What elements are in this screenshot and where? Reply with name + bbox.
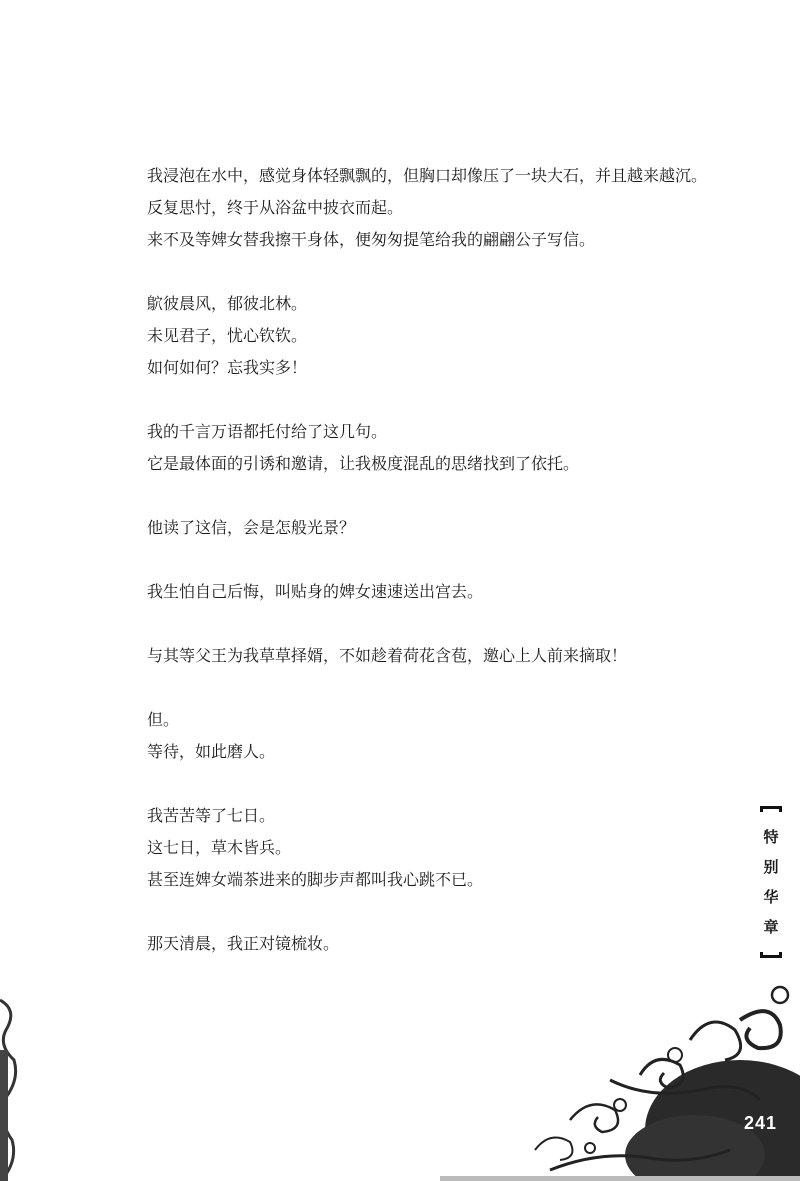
left-edge-ornament-icon (0, 990, 22, 1181)
paragraph-13: 甚至连婢女端茶进来的脚步声都叫我心跳不已。 (147, 870, 484, 889)
section-char: 章 (763, 918, 779, 936)
paragraph-5: 它是最体面的引诱和邀请，让我极度混乱的思绪找到了依托。 (147, 454, 580, 473)
floral-swirl-ornament-icon (440, 980, 800, 1181)
bracket-top-icon (760, 806, 782, 812)
paragraph-10: 等待，如此磨人。 (147, 742, 276, 761)
section-char: 华 (763, 888, 779, 906)
paragraph-6: 他读了这信，会是怎般光景？ (147, 518, 356, 537)
poem-line-3: 如何如何？忘我实多！ (147, 358, 308, 377)
section-title (763, 822, 778, 942)
paragraph-7: 我生怕自己后悔，叫贴身的婢女速速送出宫去。 (147, 582, 484, 601)
paragraph-8: 与其等父王为我草草择婿，不如趁着荷花含苞，邀心上人前来摘取！ (147, 646, 628, 665)
bracket-bottom-icon (760, 952, 782, 958)
body-text (115, 160, 715, 960)
paragraph-9: 但。 (147, 710, 180, 729)
poem-line-2: 未见君子，忧心钦钦。 (147, 326, 308, 345)
paragraph-11: 我苦苦等了七日。 (147, 806, 276, 825)
poem-line-1: 鴥彼晨风，郁彼北林。 (147, 294, 308, 313)
paragraph-14: 那天清晨，我正对镜梳妆。 (147, 934, 340, 953)
page-number: 241 (744, 1113, 778, 1133)
paragraph-12: 这七日，草木皆兵。 (147, 838, 292, 857)
section-char: 特 (763, 828, 779, 846)
paragraph-1: 我浸泡在水中，感觉身体轻飘飘的，但胸口却像压了一块大石，并且越来越沉。 (147, 166, 708, 185)
paragraph-4: 我的千言万语都托付给了这几句。 (147, 422, 388, 441)
section-tab (757, 806, 785, 966)
paragraph-2: 反复思忖，终于从浴盆中披衣而起。 (147, 198, 404, 217)
section-char: 别 (763, 858, 779, 876)
paragraph-3: 来不及等婢女替我擦干身体，便匆匆提笔给我的翩翩公子写信。 (147, 230, 596, 249)
